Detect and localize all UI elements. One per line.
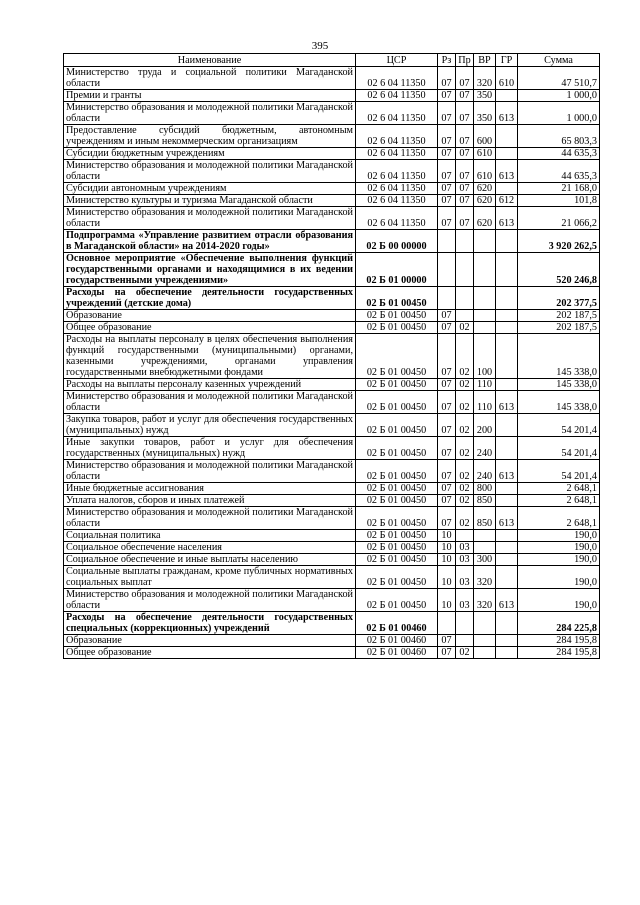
row-name: Министерство образования и молодежной политики Магаданской области (64, 160, 356, 183)
table-row (64, 148, 600, 160)
table-row (64, 530, 600, 542)
table-row (64, 334, 600, 379)
row-sum: 54 201,4 (518, 437, 600, 460)
row-pr: 02 (456, 379, 474, 391)
row-vr: 240 (474, 460, 496, 483)
table-row (64, 437, 600, 460)
row-rz: 07 (438, 207, 456, 230)
row-vr: 240 (474, 437, 496, 460)
row-gr (496, 253, 518, 287)
row-sum: 145 338,0 (518, 391, 600, 414)
row-pr: 02 (456, 437, 474, 460)
row-sum: 202 187,5 (518, 322, 600, 334)
row-pr: 02 (456, 391, 474, 414)
row-rz: 07 (438, 125, 456, 148)
row-sum: 190,0 (518, 530, 600, 542)
row-pr: 07 (456, 195, 474, 207)
row-csr: 02 Б 01 00460 (356, 647, 438, 659)
row-pr (456, 287, 474, 310)
row-gr: 613 (496, 160, 518, 183)
row-pr (456, 612, 474, 635)
row-gr (496, 183, 518, 195)
row-name: Социальное обеспечение и иные выплаты населению (64, 554, 356, 566)
header-name: Наименование (64, 54, 356, 67)
row-csr: 02 Б 01 00450 (356, 414, 438, 437)
table-row (64, 414, 600, 437)
row-name: Министерство образования и молодежной политики Магаданской области (64, 507, 356, 530)
row-rz: 07 (438, 102, 456, 125)
row-csr: 02 6 04 11350 (356, 90, 438, 102)
row-name: Социальная политика (64, 530, 356, 542)
table-header-row (64, 54, 600, 67)
row-csr: 02 Б 01 00450 (356, 483, 438, 495)
table-row (64, 125, 600, 148)
row-rz (438, 230, 456, 253)
row-vr (474, 612, 496, 635)
row-pr: 02 (456, 647, 474, 659)
row-pr: 03 (456, 566, 474, 589)
row-rz: 10 (438, 566, 456, 589)
row-sum: 190,0 (518, 589, 600, 612)
header-rz: Рз (438, 54, 456, 67)
row-vr: 350 (474, 102, 496, 125)
row-csr: 02 Б 00 00000 (356, 230, 438, 253)
row-name: Социальное обеспечение населения (64, 542, 356, 554)
row-gr (496, 414, 518, 437)
row-gr (496, 635, 518, 647)
row-name: Иные бюджетные ассигнования (64, 483, 356, 495)
row-pr: 02 (456, 483, 474, 495)
row-gr (496, 322, 518, 334)
row-name: Основное мероприятие «Обеспечение выполнения функций государственными органами и находящимися в их ведении государственными учреждениями» (64, 253, 356, 287)
row-sum: 47 510,7 (518, 67, 600, 90)
row-sum: 54 201,4 (518, 460, 600, 483)
row-name: Министерство труда и социальной политики Магаданской области (64, 67, 356, 90)
row-pr: 07 (456, 125, 474, 148)
row-name: Министерство образования и молодежной политики Магаданской области (64, 102, 356, 125)
row-pr: 02 (456, 460, 474, 483)
row-sum: 284 195,8 (518, 635, 600, 647)
row-gr (496, 334, 518, 379)
row-rz: 07 (438, 635, 456, 647)
row-csr: 02 6 04 11350 (356, 125, 438, 148)
row-gr (496, 483, 518, 495)
table-row (64, 635, 600, 647)
row-rz: 07 (438, 67, 456, 90)
row-sum: 145 338,0 (518, 334, 600, 379)
row-csr: 02 Б 01 00450 (356, 566, 438, 589)
row-sum: 190,0 (518, 542, 600, 554)
row-pr: 02 (456, 507, 474, 530)
row-pr (456, 310, 474, 322)
row-pr: 03 (456, 554, 474, 566)
row-name: Образование (64, 310, 356, 322)
row-pr (456, 635, 474, 647)
row-rz: 07 (438, 507, 456, 530)
row-rz: 07 (438, 160, 456, 183)
table-row (64, 207, 600, 230)
row-gr (496, 495, 518, 507)
table-row (64, 310, 600, 322)
row-vr (474, 287, 496, 310)
row-csr: 02 6 04 11350 (356, 195, 438, 207)
row-csr: 02 6 04 11350 (356, 67, 438, 90)
row-vr: 300 (474, 554, 496, 566)
row-csr: 02 Б 01 00450 (356, 542, 438, 554)
row-pr: 07 (456, 102, 474, 125)
row-csr: 02 Б 01 00450 (356, 507, 438, 530)
row-gr (496, 566, 518, 589)
table-row (64, 102, 600, 125)
row-csr: 02 Б 01 00450 (356, 589, 438, 612)
table-body (64, 67, 600, 659)
row-rz (438, 612, 456, 635)
row-sum: 3 920 262,5 (518, 230, 600, 253)
row-gr (496, 612, 518, 635)
row-sum: 1 000,0 (518, 102, 600, 125)
row-rz: 07 (438, 647, 456, 659)
row-csr: 02 Б 01 00450 (356, 391, 438, 414)
row-name: Министерство образования и молодежной политики Магаданской области (64, 460, 356, 483)
row-rz: 07 (438, 183, 456, 195)
row-gr: 612 (496, 195, 518, 207)
row-pr: 07 (456, 207, 474, 230)
row-csr: 02 Б 01 00450 (356, 287, 438, 310)
header-gr: ГР (496, 54, 518, 67)
table-row (64, 183, 600, 195)
table-row (64, 460, 600, 483)
table-row (64, 566, 600, 589)
row-pr: 02 (456, 414, 474, 437)
row-pr: 07 (456, 90, 474, 102)
row-rz: 07 (438, 460, 456, 483)
row-name: Иные закупки товаров, работ и услуг для обеспечения государственных (муниципальных) нужд (64, 437, 356, 460)
row-gr: 613 (496, 460, 518, 483)
row-rz: 07 (438, 90, 456, 102)
table-row (64, 379, 600, 391)
row-vr: 110 (474, 391, 496, 414)
row-csr: 02 Б 01 00450 (356, 530, 438, 542)
row-gr: 610 (496, 67, 518, 90)
table-row (64, 391, 600, 414)
row-vr (474, 322, 496, 334)
row-gr: 613 (496, 507, 518, 530)
row-sum: 284 225,8 (518, 612, 600, 635)
row-gr (496, 437, 518, 460)
row-vr (474, 635, 496, 647)
row-vr (474, 542, 496, 554)
row-csr: 02 6 04 11350 (356, 183, 438, 195)
row-gr (496, 125, 518, 148)
row-gr (496, 530, 518, 542)
row-vr (474, 230, 496, 253)
row-csr: 02 Б 01 00450 (356, 322, 438, 334)
row-sum: 202 377,5 (518, 287, 600, 310)
row-name: Общее образование (64, 322, 356, 334)
row-gr (496, 230, 518, 253)
row-pr (456, 253, 474, 287)
row-vr: 850 (474, 507, 496, 530)
row-pr: 02 (456, 334, 474, 379)
row-sum: 65 803,3 (518, 125, 600, 148)
row-vr: 620 (474, 207, 496, 230)
row-csr: 02 6 04 11350 (356, 207, 438, 230)
row-rz: 07 (438, 379, 456, 391)
row-name: Социальные выплаты гражданам, кроме публичных нормативных социальных выплат (64, 566, 356, 589)
row-sum: 520 246,8 (518, 253, 600, 287)
row-sum: 44 635,3 (518, 148, 600, 160)
header-pr: Пр (456, 54, 474, 67)
row-gr (496, 90, 518, 102)
row-vr: 320 (474, 589, 496, 612)
row-rz: 07 (438, 495, 456, 507)
row-name: Расходы на выплаты персоналу в целях обеспечения выполнения функций государственными (муниципальными) органами, казенными учреждениями, органами управления государственными внебюджетными фондами (64, 334, 356, 379)
table-row (64, 322, 600, 334)
row-rz: 07 (438, 483, 456, 495)
row-name: Образование (64, 635, 356, 647)
row-name: Министерство образования и молодежной политики Магаданской области (64, 391, 356, 414)
row-sum: 190,0 (518, 554, 600, 566)
row-csr: 02 6 04 11350 (356, 102, 438, 125)
row-vr: 350 (474, 90, 496, 102)
table-row (64, 253, 600, 287)
row-vr: 100 (474, 334, 496, 379)
header-sum: Сумма (518, 54, 600, 67)
row-sum: 54 201,4 (518, 414, 600, 437)
row-name: Подпрограмма «Управление развитием отрасли образования в Магаданской области» на 2014-2020 годы» (64, 230, 356, 253)
row-vr: 620 (474, 195, 496, 207)
row-csr: 02 Б 01 00000 (356, 253, 438, 287)
row-csr: 02 Б 01 00450 (356, 379, 438, 391)
row-name: Министерство образования и молодежной политики Магаданской области (64, 589, 356, 612)
row-csr: 02 Б 01 00450 (356, 310, 438, 322)
row-csr: 02 Б 01 00450 (356, 437, 438, 460)
row-sum: 101,8 (518, 195, 600, 207)
row-gr (496, 542, 518, 554)
row-sum: 190,0 (518, 566, 600, 589)
row-csr: 02 Б 01 00450 (356, 334, 438, 379)
row-rz: 07 (438, 322, 456, 334)
row-vr: 200 (474, 414, 496, 437)
row-pr: 07 (456, 160, 474, 183)
table-row (64, 195, 600, 207)
table-row (64, 230, 600, 253)
table-row (64, 612, 600, 635)
row-name: Министерство образования и молодежной политики Магаданской области (64, 207, 356, 230)
row-gr (496, 379, 518, 391)
row-csr: 02 6 04 11350 (356, 148, 438, 160)
table-row (64, 67, 600, 90)
row-name: Предоставление субсидий бюджетным, автономным учреждениям и иным некоммерческим организациям (64, 125, 356, 148)
row-pr (456, 530, 474, 542)
row-sum: 202 187,5 (518, 310, 600, 322)
row-rz: 10 (438, 530, 456, 542)
row-pr: 02 (456, 495, 474, 507)
row-pr: 07 (456, 148, 474, 160)
row-rz: 10 (438, 554, 456, 566)
row-name: Министерство культуры и туризма Магаданской области (64, 195, 356, 207)
row-name: Расходы на обеспечение деятельности государственных учреждений (детские дома) (64, 287, 356, 310)
row-name: Общее образование (64, 647, 356, 659)
table-row (64, 507, 600, 530)
row-csr: 02 6 04 11350 (356, 160, 438, 183)
row-sum: 284 195,8 (518, 647, 600, 659)
row-gr (496, 287, 518, 310)
row-sum: 145 338,0 (518, 379, 600, 391)
row-rz: 07 (438, 334, 456, 379)
table-row (64, 90, 600, 102)
page-number: 395 (311, 40, 329, 52)
table-row (64, 287, 600, 310)
row-vr: 320 (474, 566, 496, 589)
row-name: Расходы на обеспечение деятельности государственных специальных (коррекционных) учреждений (64, 612, 356, 635)
row-rz: 10 (438, 542, 456, 554)
row-pr: 03 (456, 542, 474, 554)
row-sum: 1 000,0 (518, 90, 600, 102)
row-sum: 21 066,2 (518, 207, 600, 230)
row-pr: 07 (456, 67, 474, 90)
row-vr (474, 310, 496, 322)
row-sum: 2 648,1 (518, 507, 600, 530)
row-vr (474, 530, 496, 542)
row-csr: 02 Б 01 00450 (356, 495, 438, 507)
row-name: Субсидии бюджетным учреждениям (64, 148, 356, 160)
row-rz: 07 (438, 195, 456, 207)
table-row (64, 160, 600, 183)
row-gr (496, 554, 518, 566)
row-vr: 110 (474, 379, 496, 391)
row-pr: 02 (456, 322, 474, 334)
row-csr: 02 Б 01 00450 (356, 554, 438, 566)
row-gr: 613 (496, 391, 518, 414)
row-rz: 07 (438, 148, 456, 160)
row-gr: 613 (496, 207, 518, 230)
row-pr: 03 (456, 589, 474, 612)
row-csr: 02 Б 01 00460 (356, 612, 438, 635)
row-sum: 21 168,0 (518, 183, 600, 195)
table-row (64, 554, 600, 566)
row-sum: 2 648,1 (518, 495, 600, 507)
row-pr: 07 (456, 183, 474, 195)
row-rz (438, 287, 456, 310)
table-row (64, 542, 600, 554)
row-gr (496, 148, 518, 160)
header-csr: ЦСР (356, 54, 438, 67)
row-rz: 07 (438, 310, 456, 322)
table-row (64, 647, 600, 659)
row-name: Закупка товаров, работ и услуг для обеспечения государственных (муниципальных) нужд (64, 414, 356, 437)
row-vr: 850 (474, 495, 496, 507)
row-vr: 610 (474, 160, 496, 183)
row-gr: 613 (496, 589, 518, 612)
row-gr: 613 (496, 102, 518, 125)
row-csr: 02 Б 01 00450 (356, 460, 438, 483)
row-rz: 07 (438, 414, 456, 437)
row-rz: 07 (438, 437, 456, 460)
row-pr (456, 230, 474, 253)
row-vr: 600 (474, 125, 496, 148)
row-rz: 07 (438, 391, 456, 414)
row-name: Премии и гранты (64, 90, 356, 102)
row-gr (496, 647, 518, 659)
row-sum: 2 648,1 (518, 483, 600, 495)
row-rz (438, 253, 456, 287)
row-vr: 320 (474, 67, 496, 90)
header-vr: ВР (474, 54, 496, 67)
row-vr: 620 (474, 183, 496, 195)
row-rz: 10 (438, 589, 456, 612)
row-csr: 02 Б 01 00460 (356, 635, 438, 647)
table-row (64, 589, 600, 612)
table-row (64, 495, 600, 507)
row-vr (474, 647, 496, 659)
row-gr (496, 310, 518, 322)
row-sum: 44 635,3 (518, 160, 600, 183)
table-row (64, 483, 600, 495)
row-vr: 800 (474, 483, 496, 495)
budget-table (63, 53, 600, 659)
row-vr (474, 253, 496, 287)
row-name: Расходы на выплаты персоналу казенных учреждений (64, 379, 356, 391)
row-name: Субсидии автономным учреждениям (64, 183, 356, 195)
row-name: Уплата налогов, сборов и иных платежей (64, 495, 356, 507)
row-vr: 610 (474, 148, 496, 160)
